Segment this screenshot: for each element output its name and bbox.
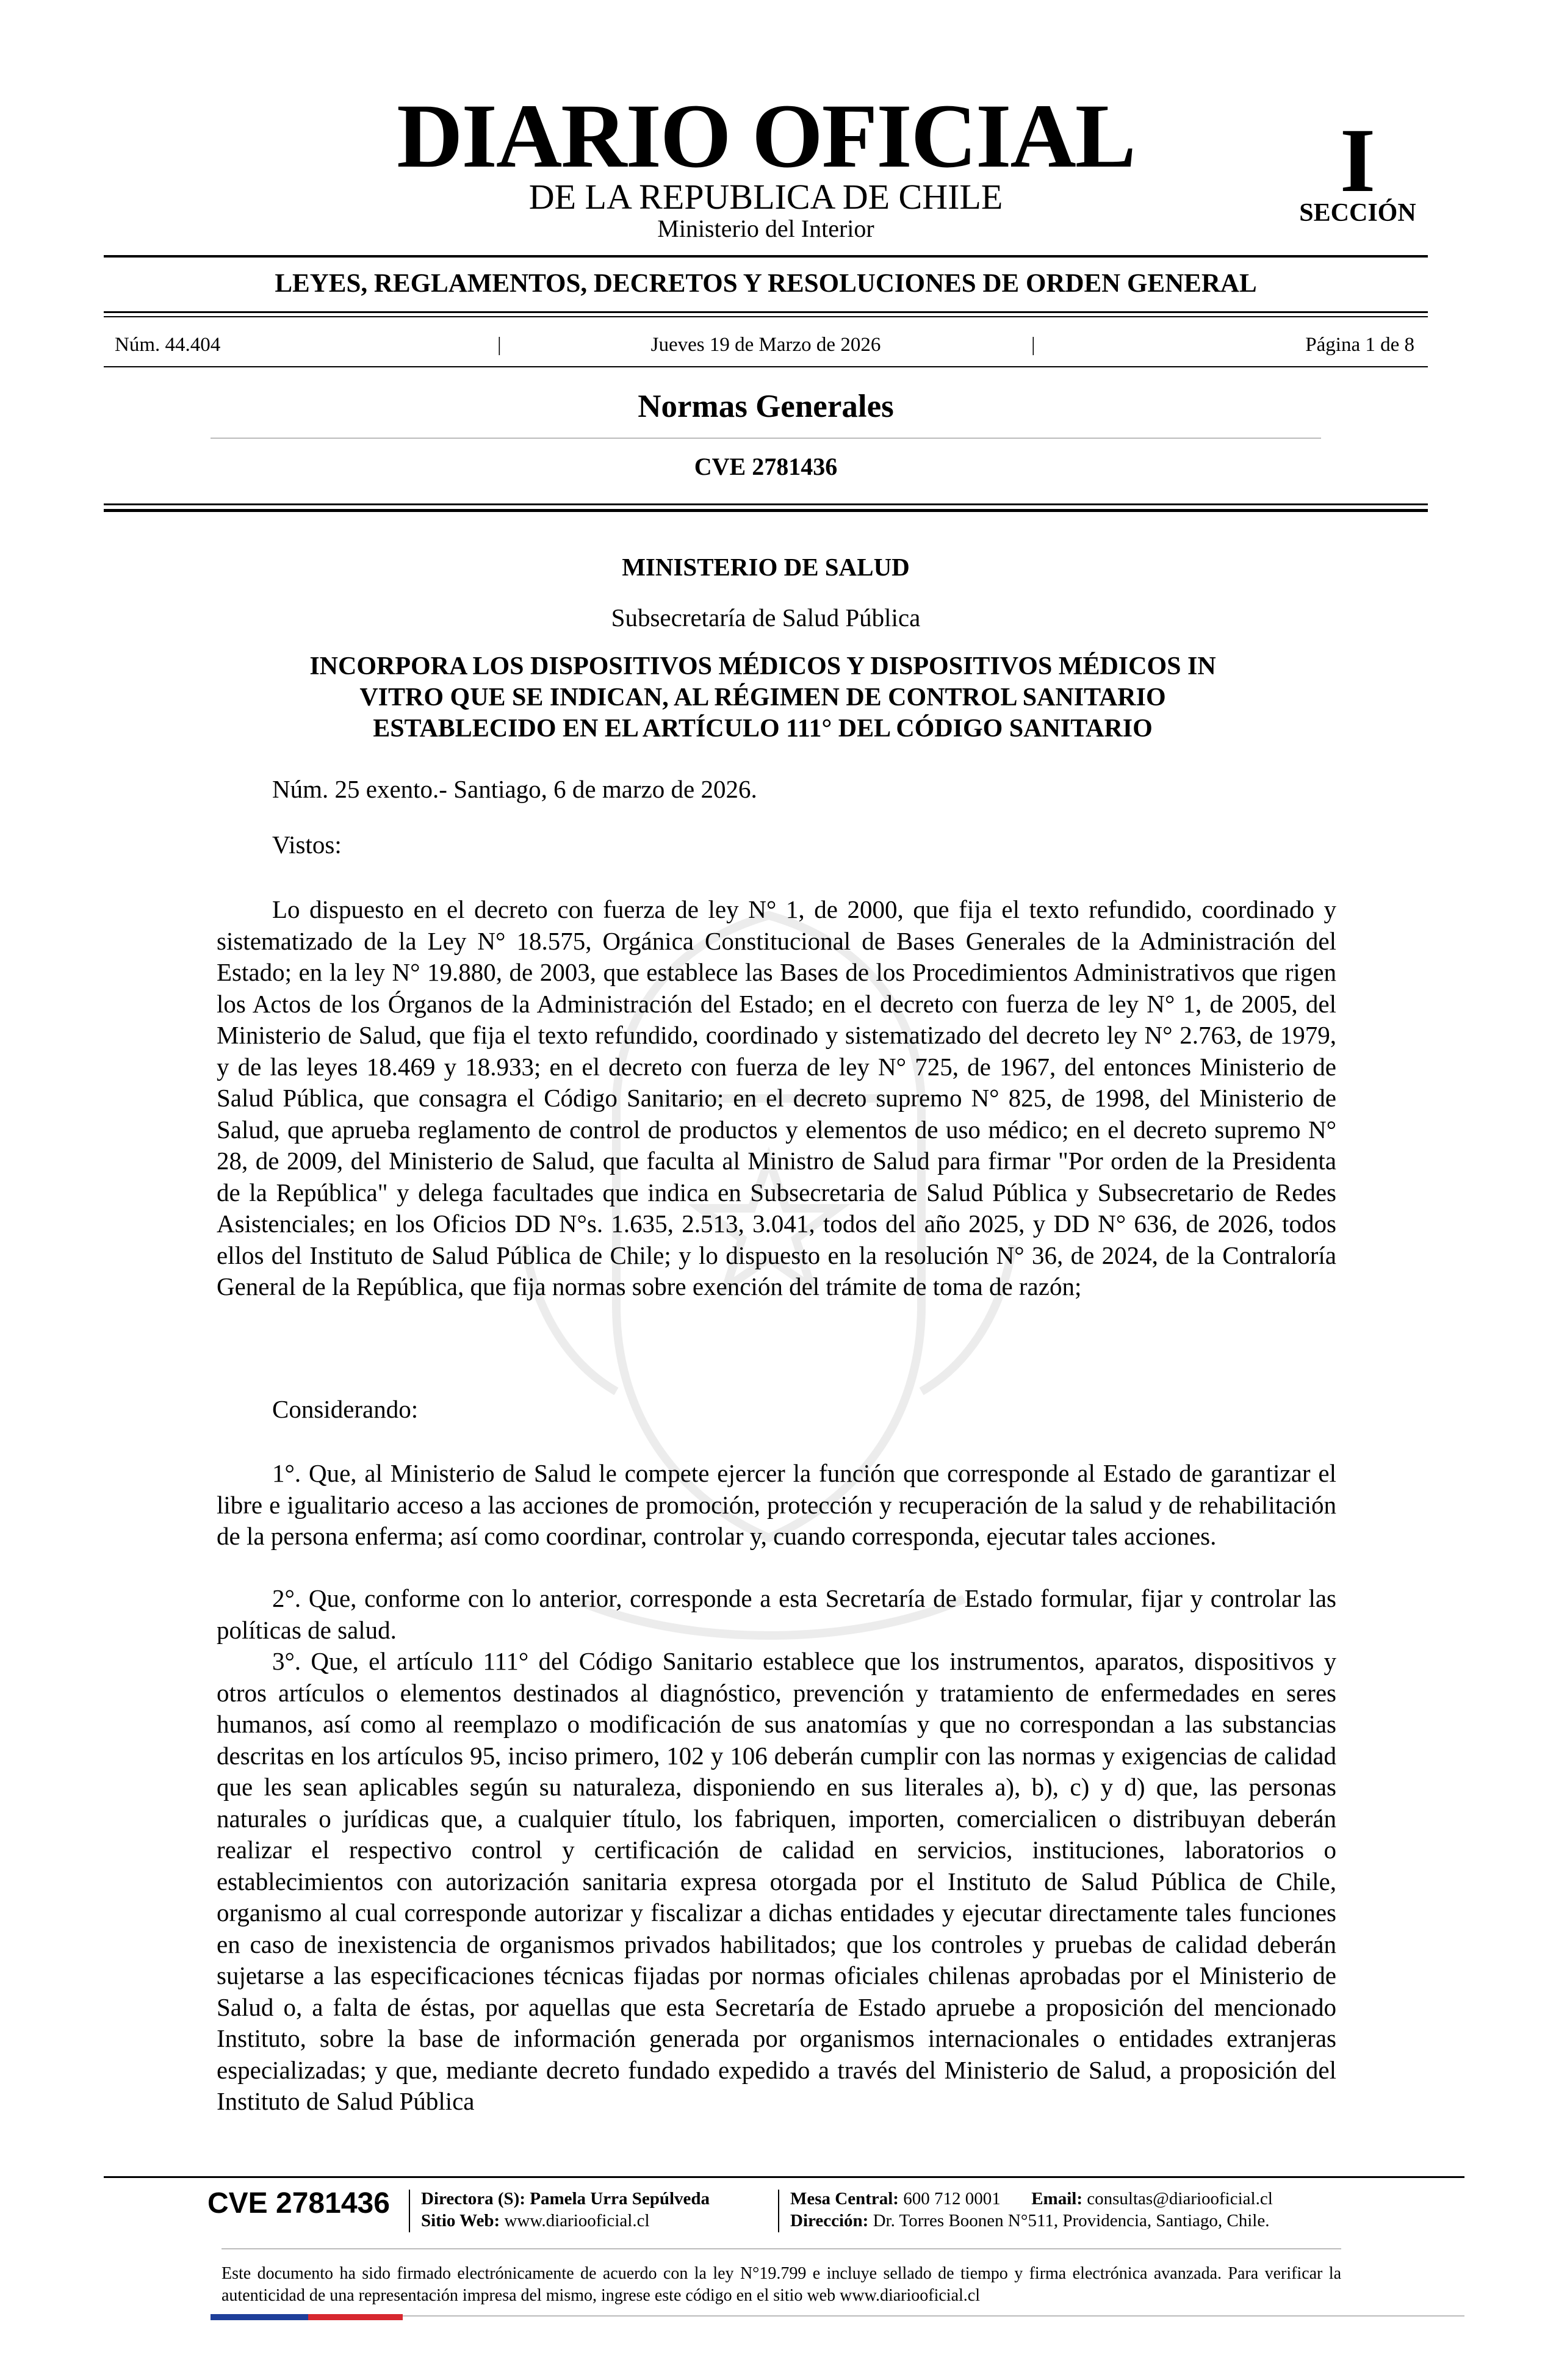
footer-cve-code: CVE 2781436	[207, 2187, 390, 2220]
decree-title-line: ESTABLECIDO EN EL ARTÍCULO 111° DEL CÓDIGO SANITARIO	[373, 715, 1153, 743]
vistos-label: Vistos:	[272, 831, 342, 859]
newspaper-subtitle: DE LA REPUBLICA DE CHILE	[528, 177, 1003, 217]
address-line	[790, 2210, 1269, 2232]
decree-title	[244, 651, 1281, 745]
cve-rule-bottom	[104, 509, 1428, 512]
category-header: LEYES, REGLAMENTOS, DECRETOS Y RESOLUCIONES DE ORDEN GENERAL	[275, 269, 1257, 298]
section-title-rule	[211, 438, 1321, 439]
contact-line	[790, 2188, 1273, 2210]
considerando-2: 2°. Que, conforme con lo anterior, corresponde a esta Secretaría de Estado formular, fijar y controlar las políticas de salud.	[217, 1584, 1336, 1644]
footer-divider	[409, 2190, 410, 2232]
publisher-ministry: Ministerio del Interior	[657, 215, 874, 242]
cve-code: CVE 2781436	[694, 453, 838, 480]
address-value: Dr. Torres Boonen N°511, Providencia, Santiago, Chile.	[873, 2211, 1270, 2230]
website-link[interactable]: www.diariooficial.cl	[504, 2211, 650, 2230]
issue-rule	[104, 366, 1428, 367]
issue-date: Jueves 19 de Marzo de 2026	[650, 334, 881, 356]
address-label: Dirección:	[790, 2211, 869, 2230]
director-name: Pamela Urra Sepúlveda	[530, 2189, 710, 2209]
phone-number: 600 712 0001	[903, 2189, 1001, 2209]
flag-stripe-red	[308, 2314, 403, 2320]
decree-number-line: Núm. 25 exento.- Santiago, 6 de marzo de 2026.	[272, 775, 757, 803]
section-number: I	[1339, 110, 1376, 211]
issue-number: Núm. 44.404	[115, 334, 221, 356]
director-line	[421, 2188, 710, 2210]
flag-stripe-blue	[211, 2314, 308, 2320]
cve-rule-top	[104, 503, 1428, 505]
website-label: Sitio Web:	[421, 2211, 500, 2230]
category-rule-top	[104, 311, 1428, 313]
signature-disclaimer: Este documento ha sido firmado electrónicamente de acuerdo con la ley N°19.799 e incluye sellado de tiempo y firma electrónica avanzada. Para verificar la autenticidad de una representación impresa del mismo, ingrese este código en el sitio web www.diariooficial.cl	[222, 2264, 1341, 2305]
footer-rule-middle	[222, 2248, 1341, 2249]
email-label: Email:	[1031, 2189, 1082, 2209]
considerando-3: 3°. Que, el artículo 111° del Código Sanitario establece que los instrumentos, aparatos, dispositivos y otros artículos o elementos destinados al diagnóstico, prevención y tratamiento de enfermedades en seres humanos, así como al reemplazo o modificación de sus anatomías y que no correspondan a las substancias descritas en los artículos 95, inciso primero, 102 y 106 deberán cumplir con las normas y exigencias de calidad que les sean aplicables según su naturaleza, disponiendo en sus literales a), b), c) y d) que, las personas naturales o jurídicas que, a cualquier título, los fabriquen, importen, comercialicen o distribuyan deberán realizar el respectivo control y certificación de calidad en servicios, instituciones, laboratorios o establecimientos con autorización sanitaria expresa otorgada por el Instituto de Salud Pública de Chile, organismo al cual corresponde autorizar y fiscalizar a dichas entidades y ejecutar directamente tales funciones en caso de inexistencia de organismos privados habilitados; que los controles y pruebas de calidad deberán sujetarse a las especificaciones técnicas fijadas por normas oficiales chilenas aprobadas por el Ministerio de Salud o, a falta de éstas, por aquellas que esta Secretaría de Estado apruebe a proposición del mencionado Instituto, sobre la base de información generada por organismos internacionales o entidades extranjeras especializadas; y que, mediante decreto fundado expedido a través del Ministerio de Salud, a proposición del Instituto de Salud Pública	[217, 1647, 1336, 2115]
vistos-paragraph: Lo dispuesto en el decreto con fuerza de ley N° 1, de 2000, que fija el texto refundido, coordinado y sistematizado de la Ley N° 18.575, Orgánica Constitucional de Bases Generales de la Administración del Estado; en la ley N° 19.880, de 2003, que establece las Bases de los Procedimientos Administrativos que rigen los Actos de los Órganos de la Administración del Estado; en el decreto con fuerza de ley N° 1, de 2005, del Ministerio de Salud, que fija el texto refundido, coordinado y sistematizado del decreto ley N° 2.763, de 1979, y de las leyes 18.469 y 18.933; en el decreto con fuerza de ley N° 725, de 1967, del entonces Ministerio de Salud Pública, que consagra el Código Sanitario; en el decreto supremo N° 825, de 1998, del Ministerio de Salud, que aprueba reglamento de control de productos y elementos de uso médico; en el decreto supremo N° 28, de 2009, del Ministerio de Salud, que faculta al Ministro de Salud para firmar "Por orden de la Presidenta de la República" y delega facultades que indica en Subsecretaria de Salud Pública y Subsecretario de Redes Asistenciales; en los Oficios DD N°s. 1.635, 2.513, 3.041, todos del año 2025, y DD N° 636, de 2026, todos ellos del Instituto de Salud Pública de Chile; y lo dispuesto en la resolución N° 36, de 2024, de la Contraloría General de la República, que fija normas sobre exención del trámite de toma de razón;	[217, 895, 1336, 1300]
considerando-1: 1°. Que, al Ministerio de Salud le compete ejercer la función que corresponde al Estado de garantizar el libre e igualitario acceso a las acciones de promoción, protección y recuperación de la salud y de rehabilitación de la persona enferma; así como coordinar, controlar y, cuando corresponda, ejecutar tales acciones.	[217, 1459, 1336, 1550]
considerando-label: Considerando:	[272, 1395, 419, 1423]
section-title: Normas Generales	[638, 389, 894, 424]
decree-title-line: VITRO QUE SE INDICAN, AL RÉGIMEN DE CONTROL SANITARIO	[359, 683, 1166, 712]
director-label: Directora (S):	[421, 2189, 525, 2209]
issuing-subsecretariat: Subsecretaría de Salud Pública	[611, 604, 921, 632]
phone-label: Mesa Central:	[790, 2189, 899, 2209]
footer-rule-top	[104, 2176, 1464, 2178]
email-link[interactable]: consultas@diariooficial.cl	[1087, 2189, 1273, 2209]
issue-separator: |	[1031, 334, 1036, 356]
issue-separator: |	[497, 334, 502, 356]
newspaper-title: DIARIO OFICIAL	[397, 85, 1135, 187]
footer-divider	[778, 2190, 779, 2232]
website-line	[421, 2210, 650, 2232]
masthead-rule	[104, 255, 1428, 258]
issuing-ministry: MINISTERIO DE SALUD	[622, 553, 910, 581]
decree-title-line: INCORPORA LOS DISPOSITIVOS MÉDICOS Y DISPOSITIVOS MÉDICOS IN	[309, 652, 1216, 680]
page-indicator: Página 1 de 8	[1305, 334, 1414, 356]
category-rule-bottom	[104, 316, 1428, 317]
section-label: SECCIÓN	[1299, 199, 1416, 227]
